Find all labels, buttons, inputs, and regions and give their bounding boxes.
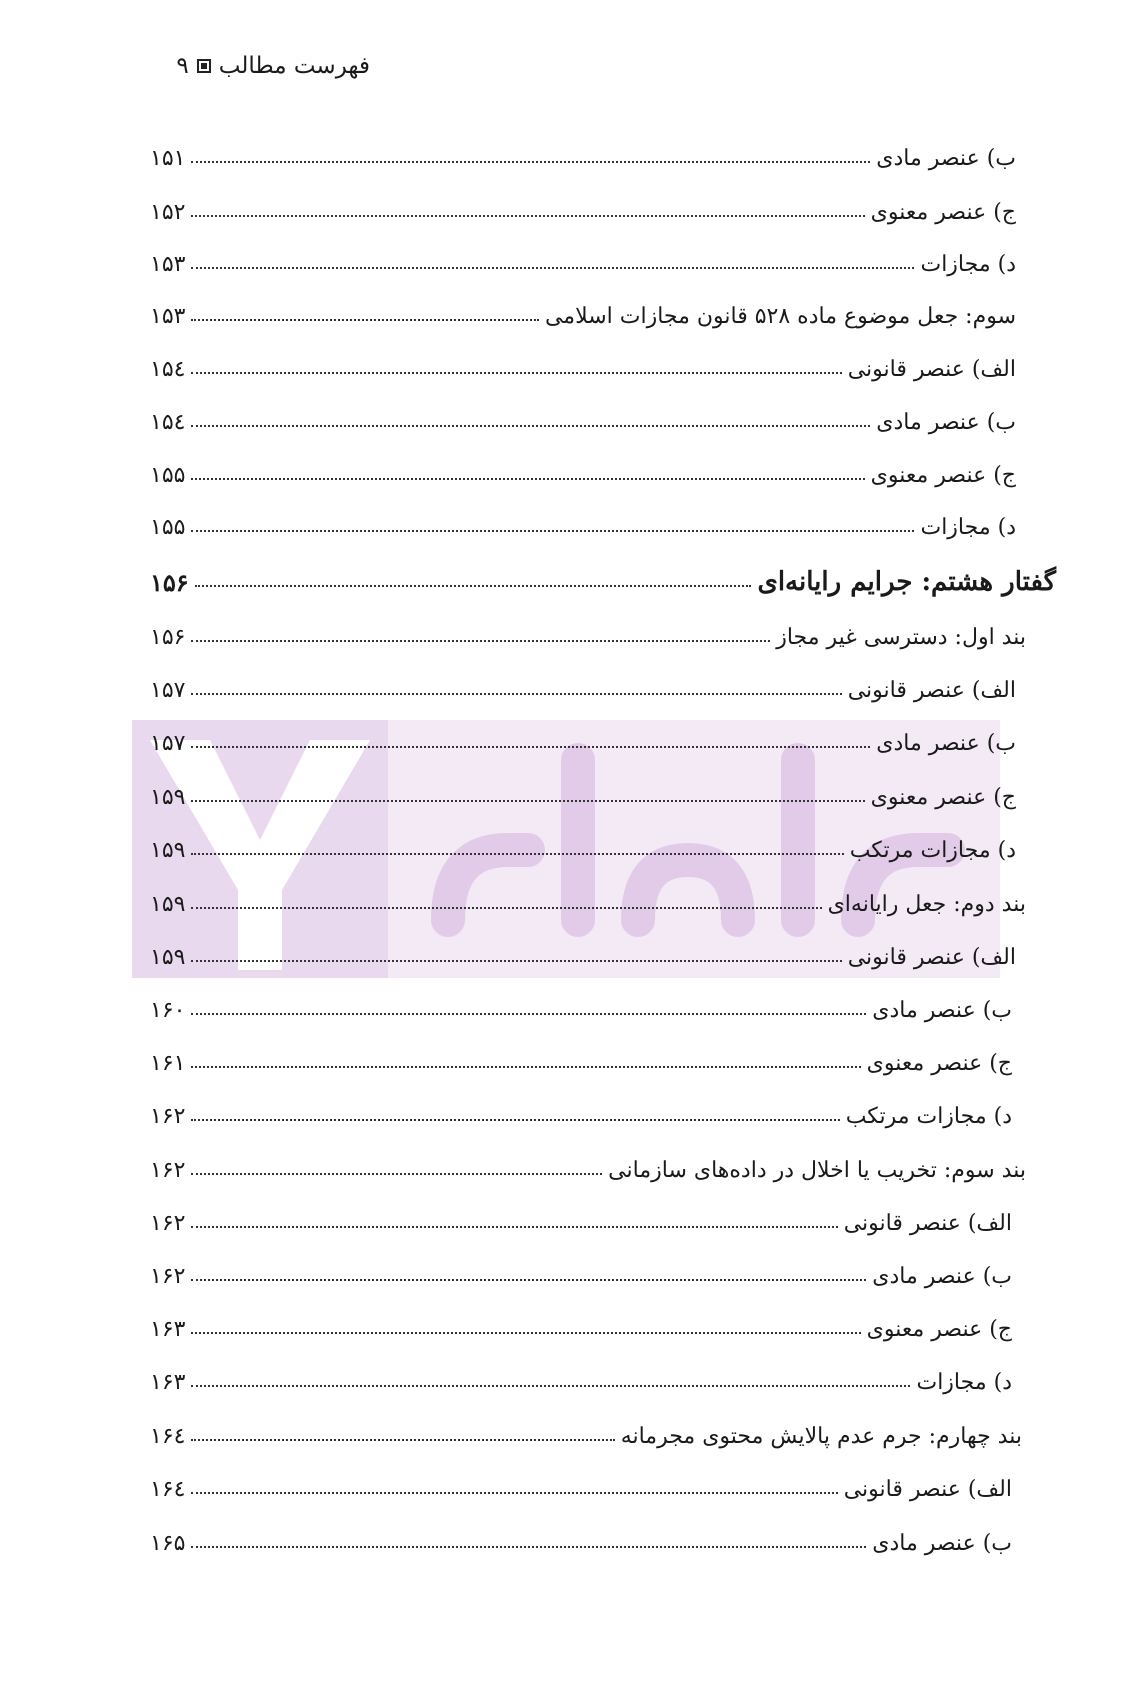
- toc-dot-leader: [191, 746, 870, 748]
- toc-entry-title: سوم: جعل موضوع ماده ۵۲۸ قانون مجازات اسلامی: [544, 303, 1016, 329]
- toc-entry-title: ج) عنصر معنوی: [870, 462, 1016, 488]
- toc-entry-page: ۱۶۲: [150, 1263, 186, 1289]
- toc-entry-page: ۱۵۹: [150, 891, 186, 917]
- toc-dot-leader: [191, 372, 841, 374]
- toc-entry-page: ۱۵۵: [150, 462, 186, 488]
- toc-entry: [150, 617, 1026, 657]
- toc-entry-title: د) مجازات مرتکب: [849, 837, 1016, 863]
- toc-entry-page: ۱۵۳: [150, 303, 186, 329]
- toc-dot-leader: [191, 1173, 602, 1175]
- toc-dot-leader: [191, 1385, 910, 1387]
- toc-entry-page: ۱۵۶: [150, 567, 189, 597]
- toc-entry: [150, 192, 1016, 232]
- toc-entry-page: ۱۶۰: [150, 997, 186, 1023]
- toc-dot-leader: [195, 585, 752, 587]
- toc-dot-leader: [191, 1279, 866, 1281]
- toc-entry-page: ۱۵۶: [150, 624, 186, 650]
- toc-entry: [150, 884, 1026, 924]
- toc-entry: [150, 507, 1016, 547]
- header-page-number: ۹: [176, 53, 189, 79]
- toc-entry-title: ب) عنصر مادی: [872, 997, 1012, 1023]
- toc-entry-title: د) مجازات: [920, 514, 1016, 540]
- toc-entry-title: ب) عنصر مادی: [872, 1263, 1012, 1289]
- toc-dot-leader: [191, 478, 864, 480]
- toc-entry-page: ۱۶۲: [150, 1103, 186, 1129]
- toc-dot-leader: [191, 1226, 837, 1228]
- toc-entry-page: ۱۵۱: [150, 145, 186, 171]
- toc-entry-page: ۱۵۷: [150, 677, 186, 703]
- toc-entry: [150, 138, 1016, 178]
- toc-entry-title: ج) عنصر معنوی: [866, 1050, 1012, 1076]
- toc-entry-title: بند چهارم: جرم عدم پالایش محتوی مجرمانه: [620, 1423, 1022, 1449]
- toc-entry: [150, 1096, 1012, 1136]
- toc-entry-page: ۱۵۲: [150, 199, 186, 225]
- toc-entry: [150, 990, 1012, 1030]
- toc-dot-leader: [191, 907, 821, 909]
- toc-dot-leader: [191, 693, 841, 695]
- toc-entry: [150, 562, 1056, 602]
- toc-dot-leader: [191, 161, 870, 163]
- toc-entry-title: د) مجازات مرتکب: [845, 1103, 1012, 1129]
- toc-entry-title: ب) عنصر مادی: [876, 409, 1016, 435]
- toc-entry-page: ۱۶٤: [150, 1476, 186, 1502]
- toc-entry: [150, 670, 1016, 710]
- toc-dot-leader: [191, 1066, 860, 1068]
- toc-entry-title: الف) عنصر قانونی: [847, 356, 1016, 382]
- toc-entry-page: ۱۶۲: [150, 1157, 186, 1183]
- toc-entry-title: ج) عنصر معنوی: [866, 1316, 1012, 1342]
- toc-entry-title: د) مجازات: [920, 251, 1016, 277]
- toc-entry: [150, 830, 1016, 870]
- toc-entry-title: الف) عنصر قانونی: [847, 944, 1016, 970]
- toc-entry: [150, 402, 1016, 442]
- toc-entry: [150, 296, 1016, 336]
- toc-entry-page: ۱۵۹: [150, 784, 186, 810]
- toc-entry: [150, 1416, 1022, 1456]
- toc-entry: [150, 1309, 1012, 1349]
- toc-dot-leader: [191, 267, 914, 269]
- toc-dot-leader: [191, 319, 539, 321]
- toc-entry: [150, 937, 1016, 977]
- toc-dot-leader: [191, 1492, 837, 1494]
- toc-entry-title: بند اول: دسترسی غیر مجاز: [776, 624, 1026, 650]
- toc-entry-title: ج) عنصر معنوی: [870, 784, 1016, 810]
- toc-entry-page: ۱۶۲: [150, 1210, 186, 1236]
- toc-entry: [150, 1150, 1026, 1190]
- toc-entry-page: ۱۶۵: [150, 1530, 186, 1556]
- toc-entry: [150, 1203, 1012, 1243]
- toc-entry-page: ۱۵۹: [150, 944, 186, 970]
- toc-entry-page: ۱۵۷: [150, 730, 186, 756]
- toc-entry-page: ۱۵۳: [150, 251, 186, 277]
- toc-dot-leader: [191, 425, 870, 427]
- toc-entry-title: گفتار هشتم: جرایم رایانه‌ای: [757, 567, 1056, 597]
- toc-entry: [150, 349, 1016, 389]
- toc-entry-title: الف) عنصر قانونی: [843, 1476, 1012, 1502]
- toc-dot-leader: [191, 1546, 866, 1548]
- toc-dot-leader: [191, 1439, 614, 1441]
- toc-entry-page: ۱۵٤: [150, 409, 186, 435]
- toc-entry: [150, 1523, 1012, 1563]
- toc-entry: [150, 244, 1016, 284]
- toc-entry-title: ب) عنصر مادی: [872, 1530, 1012, 1556]
- toc-entry-page: ۱۵٤: [150, 356, 186, 382]
- header-title: فهرست مطالب: [218, 53, 370, 79]
- toc-entry-page: ۱۵۵: [150, 514, 186, 540]
- toc-entry-page: ۱۵۹: [150, 837, 186, 863]
- toc-dot-leader: [191, 1013, 866, 1015]
- toc-entry-page: ۱۶٤: [150, 1423, 186, 1449]
- toc-entry: [150, 777, 1016, 817]
- toc-dot-leader: [191, 853, 843, 855]
- toc-entry-title: الف) عنصر قانونی: [847, 677, 1016, 703]
- toc-entry-page: ۱۶۳: [150, 1316, 186, 1342]
- toc-entry-title: ب) عنصر مادی: [876, 730, 1016, 756]
- toc-entry-title: ب) عنصر مادی: [876, 145, 1016, 171]
- toc-dot-leader: [191, 215, 864, 217]
- toc-entry: [150, 1469, 1012, 1509]
- toc-dot-leader: [191, 800, 864, 802]
- toc-entry: [150, 723, 1016, 763]
- toc-entry-page: ۱۶۳: [150, 1369, 186, 1395]
- toc-dot-leader: [191, 960, 841, 962]
- toc-entry: [150, 455, 1016, 495]
- toc-entry-title: ج) عنصر معنوی: [870, 199, 1016, 225]
- toc-entry-page: ۱۶۱: [150, 1050, 186, 1076]
- toc-entry-title: بند سوم: تخریب یا اخلال در داده‌های سازمانی: [608, 1157, 1026, 1183]
- toc-entry-title: د) مجازات: [916, 1369, 1012, 1395]
- toc-entry-title: الف) عنصر قانونی: [843, 1210, 1012, 1236]
- toc-entry: [150, 1256, 1012, 1296]
- toc-entry: [150, 1362, 1012, 1402]
- toc-dot-leader: [191, 1332, 860, 1334]
- toc-entry: [150, 1043, 1012, 1083]
- toc-entry-title: بند دوم: جعل رایانه‌ای: [827, 891, 1026, 917]
- toc-dot-leader: [191, 640, 770, 642]
- toc-dot-leader: [191, 530, 914, 532]
- toc-dot-leader: [191, 1119, 839, 1121]
